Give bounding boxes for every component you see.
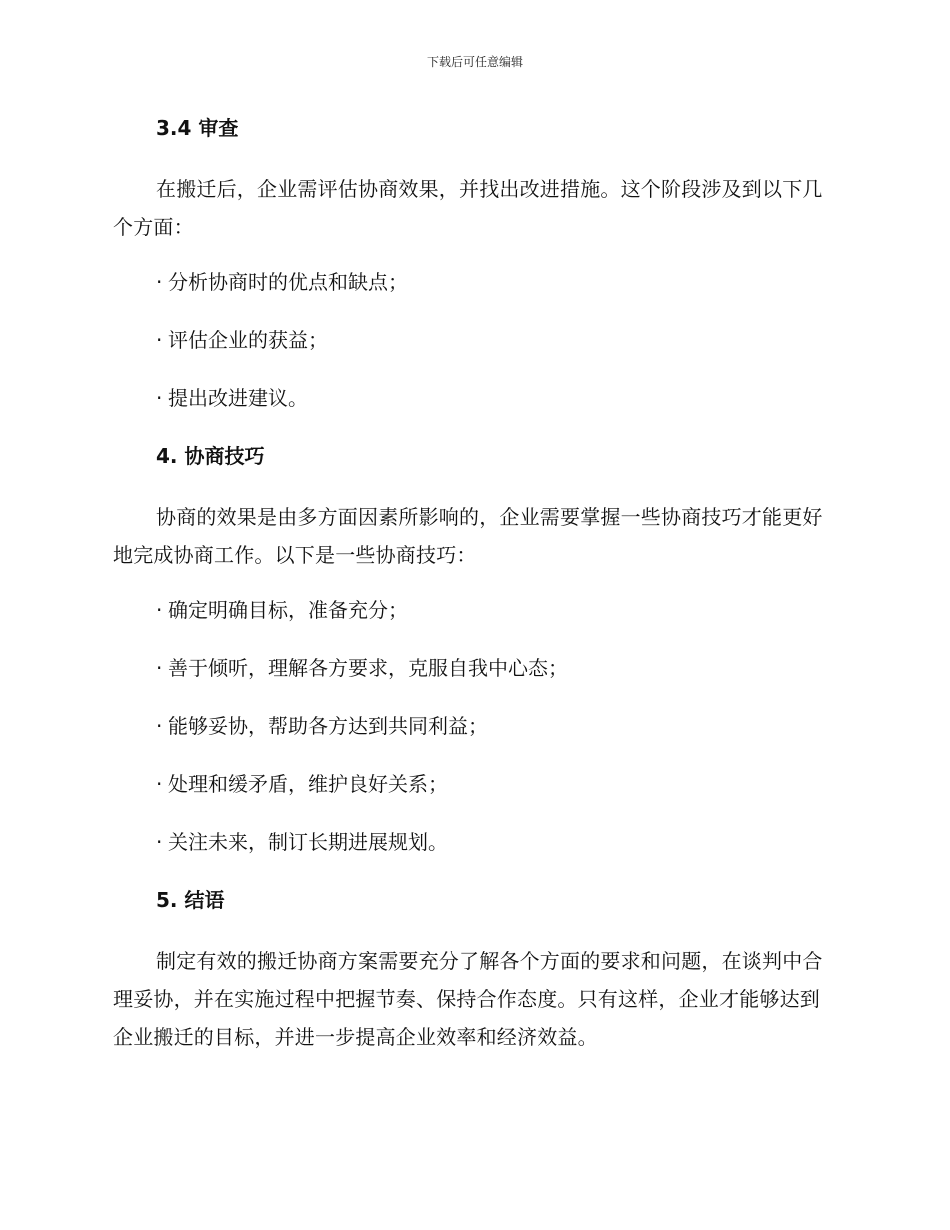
bullet-text: 善于倾听，理解各方要求，克服自我中心态； xyxy=(168,656,568,680)
section-heading-3-4: 3.4 审查 xyxy=(156,116,239,140)
bullet-text: 处理和缓矛盾，维护良好关系； xyxy=(168,772,448,796)
bullet-text: 能够妥协，帮助各方达到共同利益； xyxy=(168,714,488,738)
bullet-item xyxy=(156,382,833,414)
bullet-dot: · xyxy=(156,598,163,622)
bullet-dot: · xyxy=(156,830,163,854)
bullet-text: 评估企业的获益； xyxy=(168,328,328,352)
bullet-text: 关注未来，制订长期进展规划。 xyxy=(168,830,448,854)
bullet-dot: · xyxy=(156,386,163,410)
bullet-item xyxy=(156,826,833,858)
page-header: 下载后可任意编辑 xyxy=(426,55,523,69)
bullet-dot: · xyxy=(156,714,163,738)
section-heading-4: 4. 协商技巧 xyxy=(156,444,265,468)
bullet-item xyxy=(156,652,833,684)
document-body xyxy=(113,112,833,1076)
section-4-paragraph: 协商的效果是由多方面因素所影响的，企业需要掌握一些协商技巧才能更好地完成协商工作。以下是一些协商技巧： xyxy=(113,505,823,567)
bullet-dot: · xyxy=(156,656,163,680)
section-5-paragraph: 制定有效的搬迁协商方案需要充分了解各个方面的要求和问题，在谈判中合理妥协，并在实施过程中把握节奏、保持合作态度。只有这样，企业才能够达到企业搬迁的目标，并进一步提高企业效率和经济效益。 xyxy=(113,949,823,1049)
section-heading-5: 5. 结语 xyxy=(156,888,225,912)
bullet-item xyxy=(156,710,833,742)
bullet-item xyxy=(156,594,833,626)
bullet-dot: · xyxy=(156,328,163,352)
bullet-dot: · xyxy=(156,270,163,294)
bullet-item xyxy=(156,266,833,298)
bullet-item xyxy=(156,768,833,800)
bullet-dot: · xyxy=(156,772,163,796)
bullet-item xyxy=(156,324,833,356)
bullet-text: 分析协商时的优点和缺点； xyxy=(168,270,408,294)
section-3-4-paragraph: 在搬迁后，企业需评估协商效果，并找出改进措施。这个阶段涉及到以下几个方面： xyxy=(113,177,823,239)
bullet-text: 确定明确目标，准备充分； xyxy=(168,598,408,622)
bullet-text: 提出改进建议。 xyxy=(168,386,308,410)
